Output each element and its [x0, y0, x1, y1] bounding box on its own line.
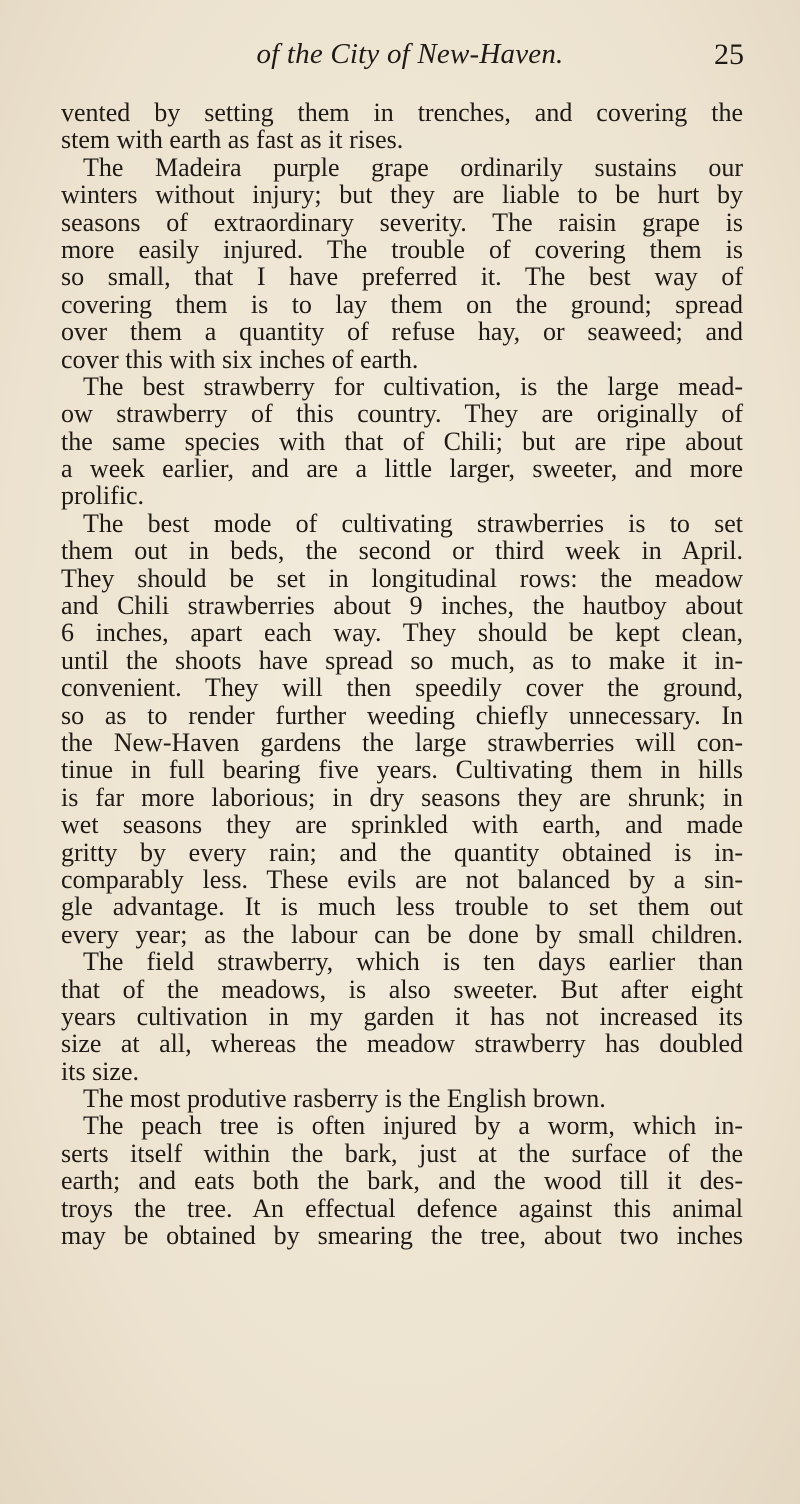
text-line: comparably less. These evils are not balanced by a sin-	[61, 864, 743, 894]
text-line: its size.	[61, 1056, 139, 1086]
body-text	[61, 99, 743, 1249]
text-line: convenient. They will then speedily cover the ground,	[61, 673, 743, 703]
text-line: tinue in full bearing five years. Cultivating them in hills	[61, 755, 743, 785]
text-line: prolific.	[61, 481, 145, 511]
text-line: every year; as the labour can be done by small children.	[61, 919, 743, 949]
page-number: 25	[714, 38, 744, 71]
running-head	[60, 38, 760, 78]
text-line: The peach tree is often injured by a worm, which in-	[83, 1111, 743, 1141]
text-line: the New-Haven gardens the large strawberries will con-	[61, 727, 743, 757]
text-line: gritty by every rain; and the quantity obtained is in-	[61, 837, 743, 867]
text-line: gle advantage. It is much less trouble to set them out	[61, 892, 743, 922]
text-line: so as to render further weeding chiefly unnecessary. In	[61, 700, 743, 730]
text-line: 6 inches, apart each way. They should be kept clean,	[61, 618, 743, 648]
text-line: The best mode of cultivating strawberries is to set	[83, 508, 743, 538]
text-line: serts itself within the bark, just at the surface of the	[61, 1138, 743, 1168]
text-line: so small, that I have preferred it. The best way of	[61, 262, 743, 292]
running-title: of the City of New-Haven.	[256, 38, 564, 70]
text-line: vented by setting them in trenches, and covering the	[61, 98, 743, 127]
text-line: wet seasons they are sprinkled with earth, and made	[61, 810, 743, 840]
text-line: over them a quantity of refuse hay, or seaweed; and	[61, 317, 743, 347]
text-line: the same species with that of Chili; but are ripe about	[61, 426, 743, 456]
text-line: They should be set in longitudinal rows: the meadow	[61, 563, 743, 593]
text-line: troys the tree. An effectual defence against this animal	[61, 1193, 743, 1223]
text-line: The best strawberry for cultivation, is the large mead-	[83, 371, 743, 401]
text-line: them out in beds, the second or third week in April.	[61, 536, 743, 566]
text-line: cover this with six inches of earth.	[61, 344, 419, 374]
text-line: The Madeira purple grape ordinarily sustains our	[83, 152, 743, 182]
text-line: earth; and eats both the bark, and the wood till it des-	[61, 1166, 743, 1196]
text-line: more easily injured. The trouble of covering them is	[61, 234, 743, 264]
text-line: a week earlier, and are a little larger, sweeter, and more	[61, 454, 743, 484]
text-line: ow strawberry of this country. They are originally of	[61, 399, 743, 429]
text-line: The most produtive rasberry is the English brown.	[83, 1084, 606, 1114]
text-line: and Chili strawberries about 9 inches, the hautboy about	[61, 591, 743, 621]
text-line: stem with earth as fast as it rises.	[61, 125, 404, 155]
text-line: size at all, whereas the meadow strawberry has doubled	[61, 1029, 743, 1059]
text-line: The field strawberry, which is ten days earlier than	[83, 947, 743, 977]
text-line: seasons of extraordinary severity. The raisin grape is	[61, 207, 743, 237]
text-line: winters without injury; but they are liable to be hurt by	[61, 180, 743, 210]
text-line: may be obtained by smearing the tree, about two inches	[61, 1221, 743, 1251]
text-line: covering them is to lay them on the ground; spread	[61, 289, 743, 319]
text-line: years cultivation in my garden it has not increased its	[61, 1001, 743, 1031]
text-line: that of the meadows, is also sweeter. But after eight	[61, 974, 743, 1004]
text-line: is far more laborious; in dry seasons they are shrunk; in	[61, 782, 743, 812]
text-line: until the shoots have spread so much, as to make it in-	[61, 645, 743, 675]
